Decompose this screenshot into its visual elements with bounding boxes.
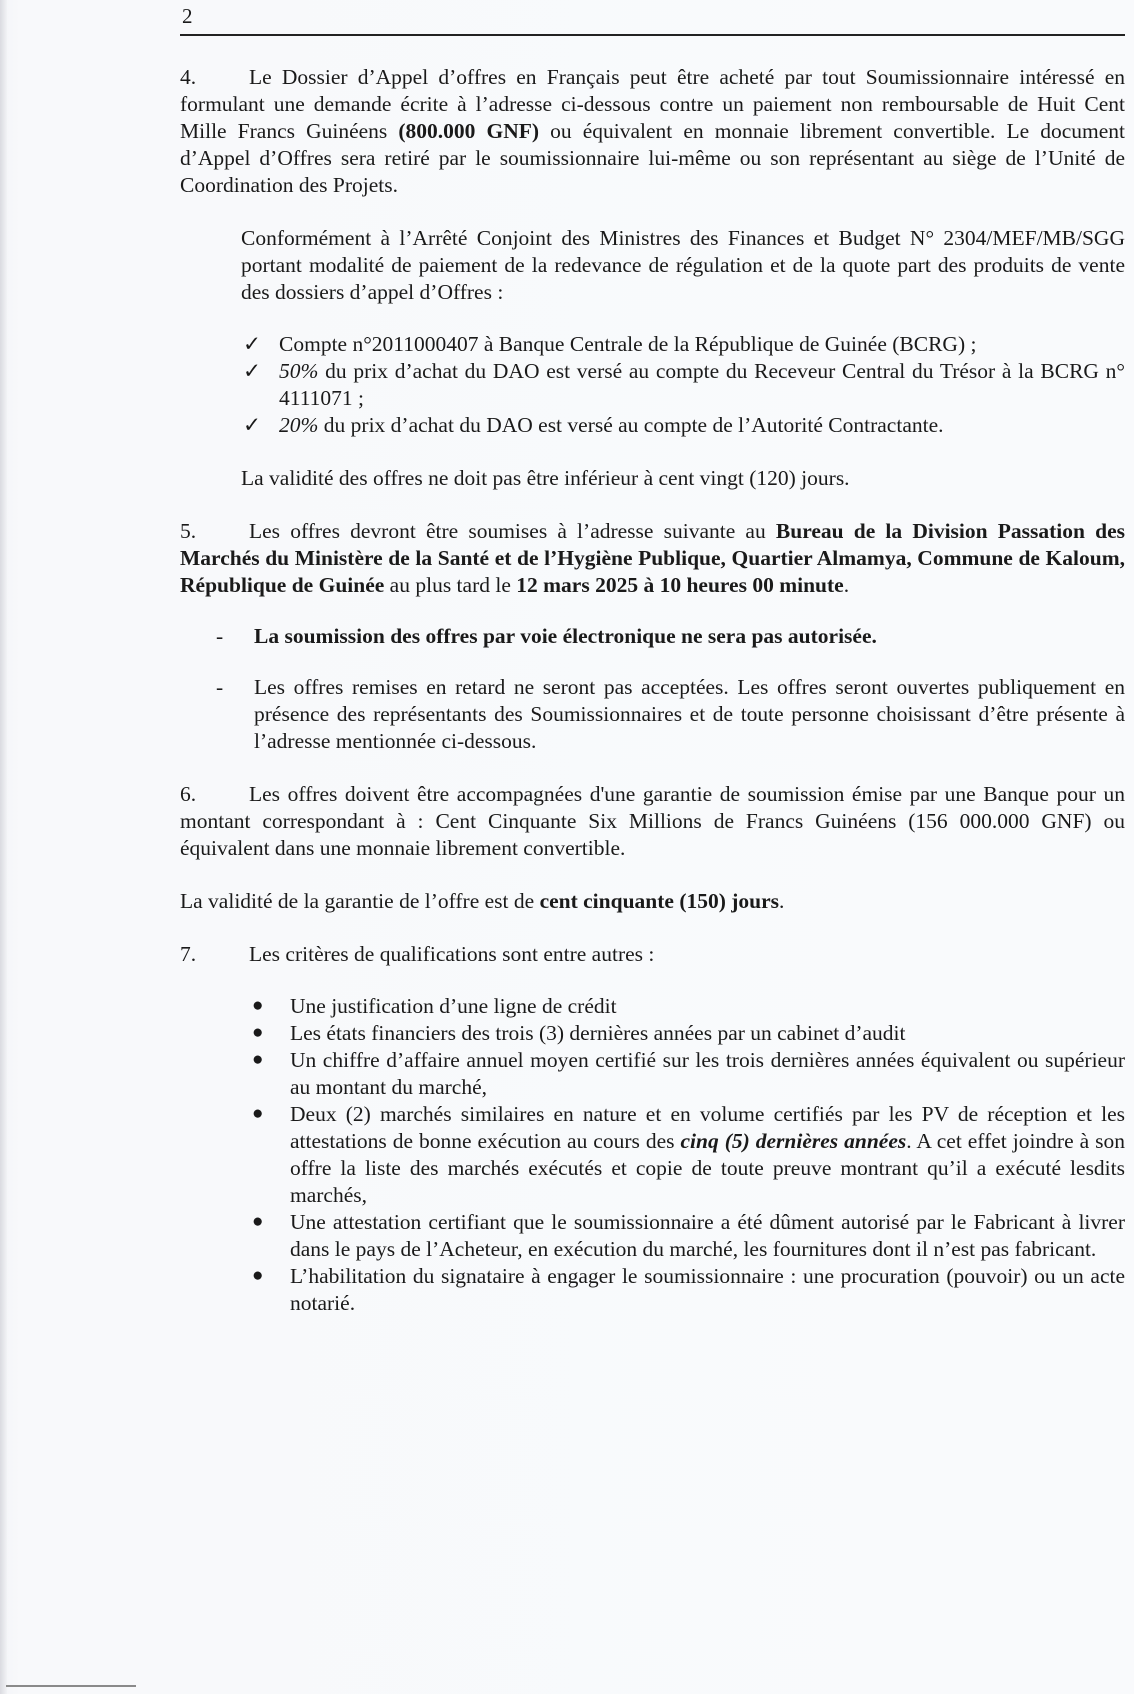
criteria-item: ● Une justification d’une ligne de crédit <box>252 994 617 1018</box>
check-icon: ✓ <box>243 413 262 437</box>
submission-address: Bureau de la Division Passation des Marchés du Ministère de la Santé et de l’Hygiène Publique, Quartier Almamya, Commune de Kaloum, République de Guinée <box>180 519 1125 597</box>
submission-rules <box>180 623 1125 755</box>
scan-edge-shadow <box>0 0 7 1694</box>
criteria-item: ● Les états financiers des trois (3) dernières années par un cabinet d’audit <box>252 1021 906 1045</box>
payment-checklist <box>241 331 1125 439</box>
section-number: 5. <box>180 519 197 543</box>
document-body <box>180 64 1125 1317</box>
section-number: 4. <box>180 65 197 89</box>
bullet-icon: ● <box>252 995 264 1016</box>
criteria-item: ● Deux (2) marchés similaires en nature et en volume certifiés par les PV de réception et les attestations de bonne exécution au cours des cinq (5) dernières années. A cet effet joindre à son offre la liste des marchés exécutés et copie de toute preuve montrant qu’il a exécuté lesdits marchés, <box>252 1102 1125 1207</box>
check-icon: ✓ <box>243 359 262 383</box>
submission-deadline: 12 mars 2025 à 10 heures 00 minute <box>516 573 844 597</box>
bullet-icon: ● <box>252 1211 264 1232</box>
section-5-paragraph: 5. Les offres devront être soumises à l’adresse suivante au Bureau de la Division Passation des Marchés du Ministère de la Santé et de l’Hygiène Publique, Quartier Almamya, Commune de Kaloum, République de Guinée au plus tard le 12 mars 2025 à 10 heures 00 minute. <box>180 519 1125 597</box>
section-number: 7. <box>180 942 197 966</box>
bullet-icon: ● <box>252 1265 264 1286</box>
criteria-item: ● L’habilitation du signataire à engager le soumissionnaire : une procuration (pouvoir) ou un acte notarié. <box>252 1264 1125 1315</box>
guarantee-validity: La validité de la garantie de l’offre est de cent cinquante (150) jours. <box>180 889 785 913</box>
section-4-paragraph: 4. Le Dossier d’Appel d’offres en Français peut être acheté par tout Soumissionnaire intéressé en formulant une demande écrite à l’adresse ci-dessous contre un paiement non remboursable de Huit Cent Mille Francs Guinéens (800.000 GNF) ou équivalent en monnaie librement convertible. Le document d’Appel d’Offres sera retiré par le soumissionnaire lui-même ou son représentant au siège de l’Unité de Coordination des Projets. <box>180 65 1126 197</box>
header-rule <box>180 34 1125 36</box>
checklist-item: ✓ 20% du prix d’achat du DAO est versé au compte de l’Autorité Contractante. <box>243 413 944 437</box>
dash-icon: - <box>216 624 224 648</box>
qualification-criteria <box>180 993 1125 1317</box>
bullet-icon: ● <box>252 1103 264 1124</box>
bullet-icon: ● <box>252 1022 264 1043</box>
fee-amount: (800.000 GNF) <box>398 119 540 143</box>
arrete-paragraph: Conformément à l’Arrêté Conjoint des Ministres des Finances et Budget N° 2304/MEF/MB/SGG portant modalité de paiement de la redevance de régulation et de la quote part des produits de vente des dossiers d’appel d’Offres : <box>241 226 1125 304</box>
section-7-intro: 7. Les critères de qualifications sont entre autres : <box>180 942 655 966</box>
page-number: 2 <box>182 4 193 28</box>
dash-item: - Les offres remises en retard ne seront pas acceptées. Les offres seront ouvertes publiquement en présence des représentants des Soumissionnaires et de toute personne choisissant d’être présente à l’adresse mentionnée ci-dessous. <box>216 675 1125 753</box>
criteria-item: ● Un chiffre d’affaire annuel moyen certifié sur les trois dernières années équivalent ou supérieur au montant du marché, <box>252 1048 1125 1099</box>
bullet-icon: ● <box>252 1049 264 1070</box>
dash-icon: - <box>216 675 224 699</box>
check-icon: ✓ <box>243 332 262 356</box>
section-number: 6. <box>180 782 197 806</box>
dash-item: - La soumission des offres par voie électronique ne sera pas autorisée. <box>216 624 877 648</box>
section-6-paragraph: 6. Les offres doivent être accompagnées d'une garantie de soumission émise par une Banque pour un montant correspondant à : Cent Cinquante Six Millions de Francs Guinéens (156 000.000 GNF) ou équivalent dans une monnaie librement convertible. <box>180 782 1125 860</box>
scan-bottom-edge <box>6 1685 136 1687</box>
checklist-item: ✓ Compte n°2011000407 à Banque Centrale de la République de Guinée (BCRG) ; <box>243 332 977 356</box>
checklist-item: ✓ 50% du prix d’achat du DAO est versé au compte du Receveur Central du Trésor à la BCRG n° 4111071 ; <box>243 359 1125 410</box>
offer-validity: La validité des offres ne doit pas être inférieur à cent vingt (120) jours. <box>241 466 850 490</box>
criteria-item: ● Une attestation certifiant que le soumissionnaire a été dûment autorisé par le Fabricant à livrer dans le pays de l’Acheteur, en exécution du marché, les fournitures dont il n’est pas fabricant. <box>252 1210 1125 1261</box>
